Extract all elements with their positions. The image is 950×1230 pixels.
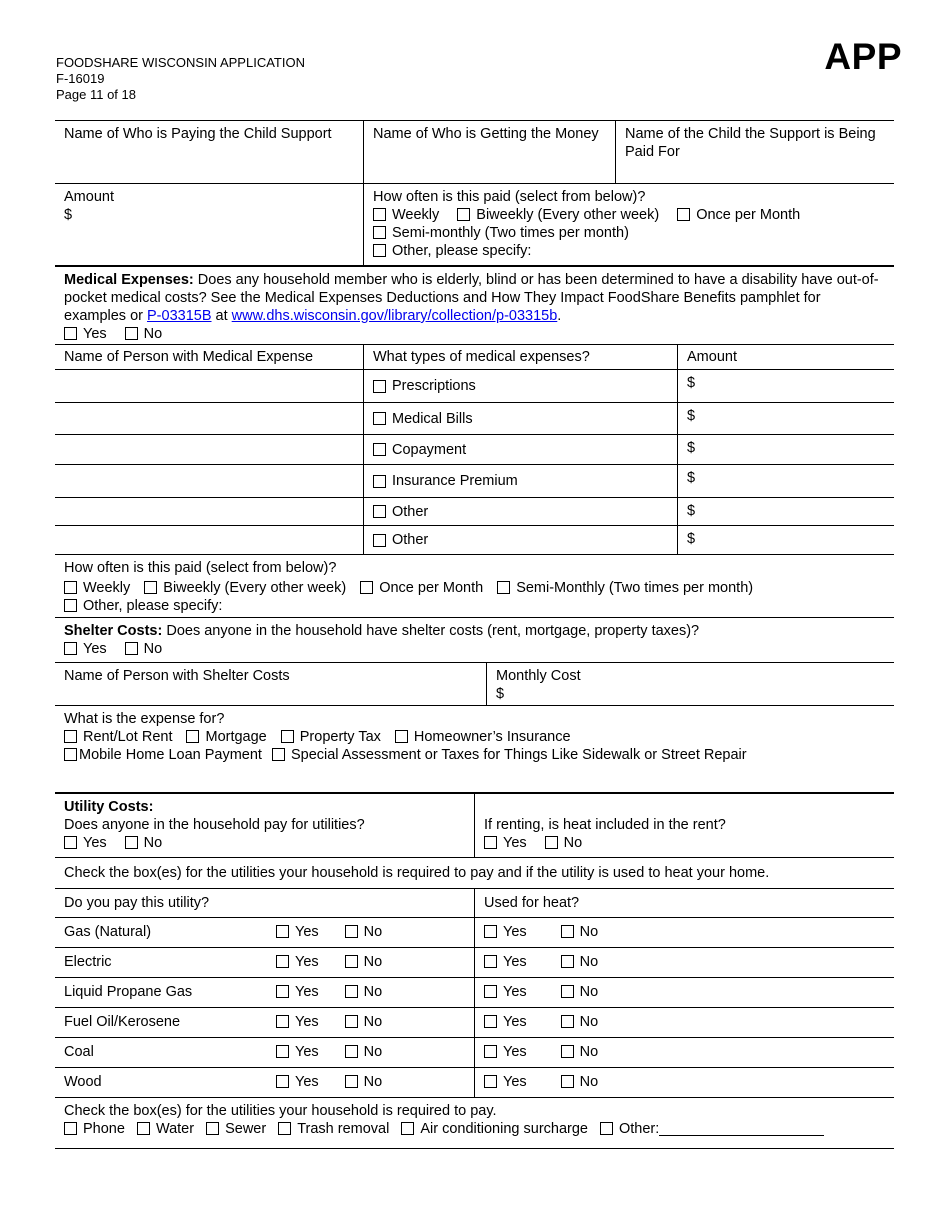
checkbox[interactable]	[484, 836, 497, 849]
checkbox[interactable]	[281, 730, 294, 743]
heat-yes[interactable]: Yes	[484, 923, 527, 941]
checkbox[interactable]	[144, 581, 157, 594]
medical-amount-input[interactable]	[677, 526, 894, 554]
medical-type-label: Other	[392, 532, 429, 548]
pays-no[interactable]: No	[345, 983, 383, 1001]
checkbox[interactable]	[64, 730, 77, 743]
medical-type-cell[interactable]	[363, 526, 677, 554]
trash-removal-option[interactable]: Trash removal	[278, 1120, 389, 1138]
pays-yes[interactable]: Yes	[276, 1043, 319, 1061]
child-support-header-row	[55, 120, 894, 183]
medical-title: Medical Expenses:	[64, 272, 194, 288]
utility-name: Liquid Propane Gas	[64, 983, 193, 1000]
utility-name: Electric	[64, 953, 112, 970]
shelter-name-label: Name of Person with Shelter Costs	[64, 668, 290, 684]
amount-symbol: $	[687, 470, 696, 486]
medical-name-header: Name of Person with Medical Expense	[64, 349, 314, 365]
medical-type-label: Medical Bills	[392, 410, 473, 427]
utility-name: Coal	[64, 1043, 94, 1060]
checkbox[interactable]	[457, 208, 470, 221]
checkbox[interactable]	[276, 985, 289, 998]
checkbox[interactable]	[373, 505, 386, 518]
child-name-label: Name of the Child the Support is Being Paid For	[615, 121, 894, 183]
form-body	[55, 120, 894, 1149]
medical-person-input[interactable]	[55, 526, 363, 554]
checkbox[interactable]	[345, 1015, 358, 1028]
medical-expense-row	[55, 434, 894, 464]
medical-expense-row	[55, 464, 894, 497]
medical-expense-row	[55, 402, 894, 434]
checkbox[interactable]	[401, 1122, 414, 1135]
heat-no[interactable]: No	[561, 953, 599, 971]
utility-question-row	[55, 792, 894, 857]
checkbox[interactable]	[137, 1122, 150, 1135]
frequency-question: How often is this paid (select from below)?	[373, 189, 646, 205]
app-badge: APP	[824, 36, 902, 77]
amount-symbol: $	[64, 207, 73, 223]
shelter-cost-label: Monthly Cost	[496, 668, 581, 684]
mortgage-option[interactable]: Mortgage	[186, 728, 266, 746]
used-for-heat-header: Used for heat?	[474, 889, 894, 917]
amount-cell	[55, 184, 363, 265]
sewer-option[interactable]: Sewer	[206, 1120, 266, 1138]
utility-name: Wood	[64, 1073, 102, 1090]
medical-type-cell[interactable]	[363, 465, 677, 497]
heat-yes[interactable]: Yes	[484, 953, 527, 971]
utility-instruction-row	[55, 857, 894, 888]
medical-amount-input[interactable]	[677, 370, 894, 402]
medical-person-input[interactable]	[55, 403, 363, 434]
utility-yes[interactable]: Yes	[64, 834, 107, 852]
checkbox[interactable]	[561, 1045, 574, 1058]
pays-no[interactable]: No	[345, 1013, 383, 1031]
utility-row	[55, 1067, 894, 1097]
checkbox[interactable]	[373, 208, 386, 221]
checkbox[interactable]	[373, 412, 386, 425]
checkbox[interactable]	[64, 599, 77, 612]
medical-amount-input[interactable]	[677, 403, 894, 434]
checkbox[interactable]	[561, 925, 574, 938]
checkbox[interactable]	[345, 1045, 358, 1058]
checkbox[interactable]	[561, 1015, 574, 1028]
medical-person-input[interactable]	[55, 435, 363, 464]
checkbox[interactable]	[276, 1075, 289, 1088]
utility-name: Gas (Natural)	[64, 923, 152, 940]
checkbox[interactable]	[484, 1045, 497, 1058]
medical-table-header	[55, 344, 894, 369]
water-option[interactable]: Water	[137, 1120, 194, 1138]
medical-weekly-option[interactable]: Weekly	[64, 579, 130, 597]
other-option[interactable]: Other, please specify:	[373, 242, 531, 260]
checkbox[interactable]	[373, 443, 386, 456]
pays-no[interactable]: No	[345, 953, 383, 971]
pays-yes[interactable]: Yes	[276, 983, 319, 1001]
checkbox[interactable]	[373, 380, 386, 393]
checkbox[interactable]	[206, 1122, 219, 1135]
pays-yes[interactable]: Yes	[276, 953, 319, 971]
heat-no[interactable]: No	[545, 834, 583, 852]
biweekly-option[interactable]: Biweekly (Every other week)	[457, 206, 659, 224]
checkbox[interactable]	[64, 327, 77, 340]
checkbox[interactable]	[345, 925, 358, 938]
checkbox[interactable]	[276, 1015, 289, 1028]
heat-yes[interactable]: Yes	[484, 1073, 527, 1091]
other-utility-option[interactable]: Other:	[600, 1120, 824, 1138]
checkbox[interactable]	[64, 1122, 77, 1135]
checkbox[interactable]	[373, 244, 386, 257]
heat-no[interactable]: No	[561, 983, 599, 1001]
medical-amount-input[interactable]	[677, 498, 894, 525]
utility-title: Utility Costs:	[64, 799, 154, 815]
medical-types-header: What types of medical expenses?	[363, 345, 677, 369]
pays-yes[interactable]: Yes	[276, 923, 319, 941]
amount-symbol: $	[687, 531, 696, 547]
checkbox[interactable]	[345, 985, 358, 998]
utility-row	[55, 977, 894, 1007]
checkbox[interactable]	[64, 581, 77, 594]
medical-other-option[interactable]: Other, please specify:	[64, 597, 222, 615]
shelter-question-row	[55, 617, 894, 662]
checkbox[interactable]	[278, 1122, 291, 1135]
checkbox[interactable]	[373, 475, 386, 488]
medical-type-label: Prescriptions	[392, 378, 476, 394]
weekly-option[interactable]: Weekly	[373, 206, 439, 224]
air-conditioning-option[interactable]: Air conditioning surcharge	[401, 1120, 588, 1138]
medical-person-input[interactable]	[55, 498, 363, 525]
medical-expense-row	[55, 525, 894, 554]
checkbox[interactable]	[64, 748, 77, 761]
checkbox[interactable]	[125, 327, 138, 340]
heat-yes[interactable]: Yes	[484, 834, 527, 852]
medical-type-label: Copayment	[392, 441, 467, 458]
checkbox[interactable]	[677, 208, 690, 221]
shelter-no[interactable]: No	[125, 640, 163, 658]
pays-yes[interactable]: Yes	[276, 1013, 319, 1031]
medical-amount-input[interactable]	[677, 435, 894, 464]
checkbox[interactable]	[484, 1075, 497, 1088]
heat-yes[interactable]: Yes	[484, 1043, 527, 1061]
checkbox[interactable]	[561, 1075, 574, 1088]
property-tax-option[interactable]: Property Tax	[281, 728, 381, 746]
heat-included-question: If renting, is heat included in the rent?	[484, 817, 726, 833]
heat-no[interactable]: No	[561, 1043, 599, 1061]
medical-frequency-question: How often is this paid (select from below)?	[64, 560, 337, 576]
medical-amount-header: Amount	[677, 345, 894, 369]
utility-name: Fuel Oil/Kerosene	[64, 1013, 181, 1030]
checkbox[interactable]	[64, 642, 77, 655]
shelter-expense-question: What is the expense for?	[64, 711, 225, 727]
getter-name-label: Name of Who is Getting the Money	[363, 121, 615, 183]
medical-type-cell[interactable]	[363, 403, 677, 434]
checkbox[interactable]	[600, 1122, 613, 1135]
shelter-cost-symbol: $	[496, 686, 505, 702]
amount-label: Amount	[64, 189, 114, 205]
medical-type-cell[interactable]	[363, 370, 677, 402]
shelter-cost-cell	[486, 663, 894, 705]
utility-question: Does anyone in the household pay for utilities?	[64, 817, 365, 833]
checkbox[interactable]	[545, 836, 558, 849]
medical-table-rows	[55, 369, 894, 554]
phone-option[interactable]: Phone	[64, 1120, 125, 1138]
checkbox[interactable]	[373, 226, 386, 239]
rent-option[interactable]: Rent/Lot Rent	[64, 728, 172, 746]
checkbox[interactable]	[125, 836, 138, 849]
utility-pay-row	[55, 1097, 894, 1149]
medical-amount-input[interactable]	[677, 465, 894, 497]
heat-no[interactable]: No	[561, 1013, 599, 1031]
checkbox[interactable]	[276, 955, 289, 968]
pays-no[interactable]: No	[345, 923, 383, 941]
checkbox[interactable]	[186, 730, 199, 743]
form-header	[56, 55, 305, 103]
shelter-question: Does anyone in the household have shelter costs (rent, mortgage, property taxes)?	[166, 623, 700, 639]
special-assessment-option[interactable]: Special Assessment or Taxes for Things Like Sidewalk or Street Repair	[272, 746, 747, 764]
checkbox[interactable]	[484, 985, 497, 998]
pamphlet-link[interactable]: P-03315B	[147, 308, 212, 324]
checkbox[interactable]	[345, 955, 358, 968]
medical-expense-row	[55, 497, 894, 525]
utility-row	[55, 917, 894, 947]
pays-no[interactable]: No	[345, 1073, 383, 1091]
amount-symbol: $	[687, 503, 696, 519]
utility-table-header	[55, 888, 894, 917]
utility-pay-instruction: Check the box(es) for the utilities your household is required to pay.	[64, 1103, 497, 1119]
mobile-home-loan-option[interactable]: Mobile Home Loan Payment	[64, 746, 262, 764]
medical-frequency-row	[55, 554, 894, 617]
checkbox[interactable]	[276, 1045, 289, 1058]
medical-type-cell[interactable]	[363, 498, 677, 525]
utility-row	[55, 1007, 894, 1037]
page-number: Page 11 of 18	[56, 87, 136, 102]
checkbox[interactable]	[272, 748, 285, 761]
checkbox[interactable]	[484, 955, 497, 968]
pays-yes[interactable]: Yes	[276, 1073, 319, 1091]
checkbox[interactable]	[276, 925, 289, 938]
medical-yes[interactable]: Yes	[64, 325, 107, 343]
amount-symbol: $	[687, 440, 696, 456]
form-number: F-16019	[56, 71, 105, 86]
heat-yes[interactable]: Yes	[484, 983, 527, 1001]
checkbox[interactable]	[345, 1075, 358, 1088]
medical-type-cell[interactable]	[363, 435, 677, 464]
form-title: FOODSHARE WISCONSIN APPLICATION	[56, 55, 305, 70]
utility-check-instruction: Check the box(es) for the utilities your household is required to pay and if the utility is used to heat your home.	[64, 865, 770, 881]
once-per-month-option[interactable]: Once per Month	[677, 206, 800, 224]
heat-yes[interactable]: Yes	[484, 1013, 527, 1031]
heat-no[interactable]: No	[561, 1073, 599, 1091]
checkbox[interactable]	[561, 985, 574, 998]
medical-question-row: Medical Expenses: Does any household member who is elderly, blind or has been determined to have a disability have out-of-pocket medical costs? See the Medical Expenses Deductions and How They Impact FoodShare Benefits pamphlet for examples or P-03315B at www.dhs.wisconsin.gov/library/collection/p-03315b. Yes No	[55, 265, 894, 344]
checkbox[interactable]	[373, 534, 386, 547]
semi-monthly-option[interactable]: Semi-monthly (Two times per month)	[373, 224, 629, 242]
checkbox[interactable]	[497, 581, 510, 594]
homeowners-insurance-option[interactable]: Homeowner’s Insurance	[395, 728, 571, 746]
checkbox[interactable]	[360, 581, 373, 594]
medical-biweekly-option[interactable]: Biweekly (Every other week)	[144, 579, 346, 597]
utility-table-rows	[55, 917, 894, 1097]
frequency-cell	[363, 184, 894, 265]
medical-expense-row	[55, 369, 894, 402]
checkbox[interactable]	[484, 925, 497, 938]
utility-row	[55, 1037, 894, 1067]
medical-once-per-month-option[interactable]: Once per Month	[360, 579, 483, 597]
dhs-website-link[interactable]: www.dhs.wisconsin.gov/library/collection/p-03315b	[231, 308, 558, 324]
checkbox[interactable]	[125, 642, 138, 655]
child-support-amount-row	[55, 183, 894, 265]
medical-no[interactable]: No	[125, 325, 163, 343]
checkbox[interactable]	[561, 955, 574, 968]
utility-no[interactable]: No	[125, 834, 163, 852]
heat-no[interactable]: No	[561, 923, 599, 941]
pays-no[interactable]: No	[345, 1043, 383, 1061]
medical-question: Does any household member who is elderly, blind or has been determined to have a disability have out-of-pocket medical costs? See the Medical Expenses Deductions and How They Impact FoodShare Benefits pamphlet for examples or	[64, 272, 879, 324]
shelter-cost-row	[55, 662, 894, 705]
pay-utility-header: Do you pay this utility?	[64, 895, 210, 911]
medical-person-input[interactable]	[55, 465, 363, 497]
checkbox[interactable]	[395, 730, 408, 743]
amount-symbol: $	[687, 375, 696, 391]
medical-person-input[interactable]	[55, 370, 363, 402]
shelter-expense-row	[55, 705, 894, 792]
amount-symbol: $	[687, 408, 696, 424]
other-utility-input[interactable]	[659, 1121, 824, 1136]
payer-name-label: Name of Who is Paying the Child Support	[64, 126, 332, 142]
medical-type-label: Other	[392, 503, 429, 520]
checkbox[interactable]	[484, 1015, 497, 1028]
checkbox[interactable]	[64, 836, 77, 849]
medical-type-label: Insurance Premium	[392, 473, 518, 489]
utility-row	[55, 947, 894, 977]
shelter-title: Shelter Costs:	[64, 623, 163, 639]
medical-semi-monthly-option[interactable]: Semi-Monthly (Two times per month)	[497, 579, 753, 597]
shelter-yes[interactable]: Yes	[64, 640, 107, 658]
